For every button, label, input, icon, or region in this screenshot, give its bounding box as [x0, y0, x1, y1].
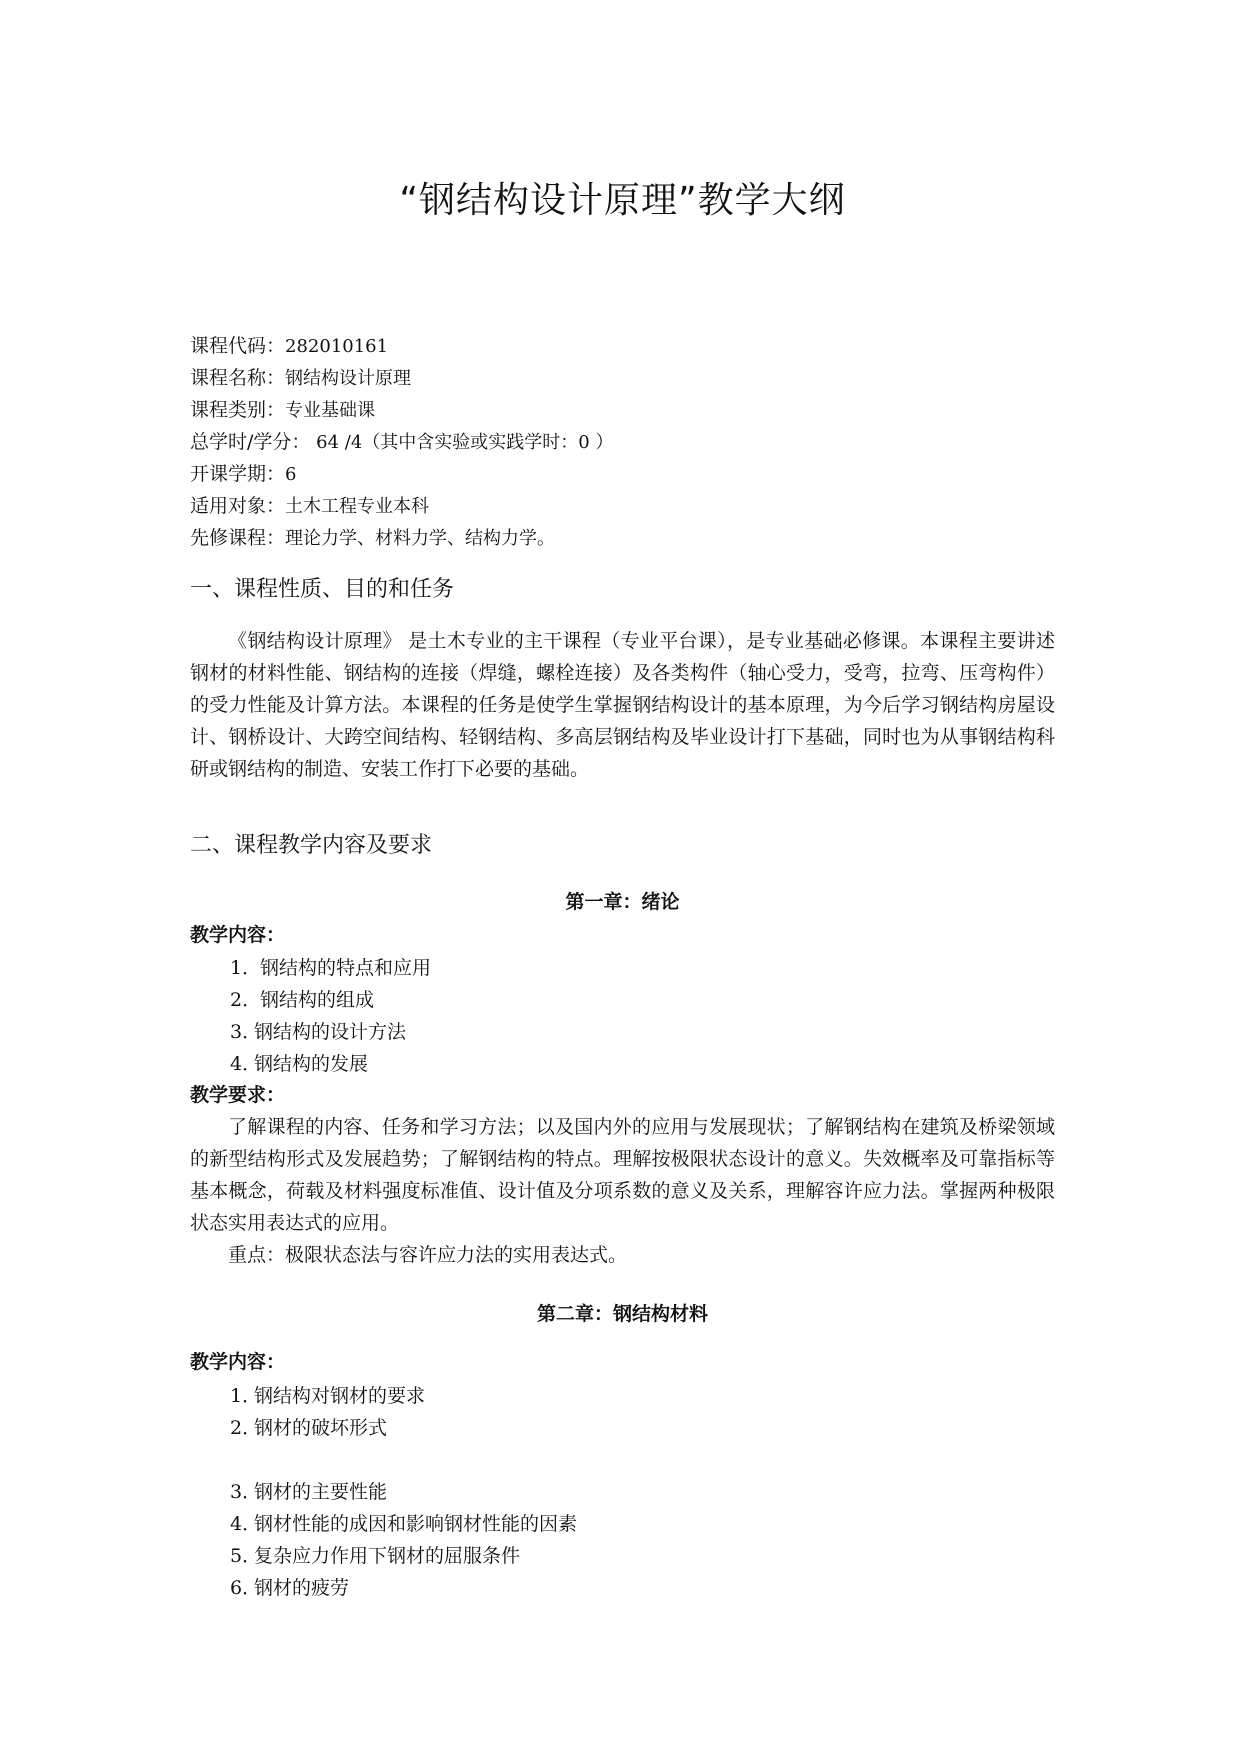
list-item — [230, 1048, 1050, 1080]
target-audience-label: 适用对象： — [190, 495, 286, 517]
total-hours-label: 总学时/学分： — [190, 431, 311, 453]
list-item — [230, 1540, 1050, 1572]
chapter-1-content-list — [230, 952, 1050, 1080]
course-name-label: 课程名称： — [190, 367, 286, 389]
chapter-1-title: 第一章：绪论 — [565, 891, 680, 913]
list-item — [230, 1016, 1050, 1048]
list-item-text: 钢材的破坏形式 — [254, 1417, 388, 1439]
course-name-row — [190, 362, 1055, 394]
list-item-number: 2． — [230, 989, 262, 1011]
semester-value: 6 — [285, 464, 297, 485]
list-item-text: 钢结构对钢材的要求 — [254, 1385, 426, 1407]
course-category-row — [190, 394, 1055, 426]
chapter-1-requirement-label: 教学要求： — [190, 1084, 286, 1106]
list-item-text: 钢结构的组成 — [254, 989, 375, 1011]
list-item-text: 钢结构的发展 — [254, 1053, 369, 1075]
chapter-2-title: 第二章：钢结构材料 — [536, 1303, 708, 1325]
list-item-number: 1． — [230, 1385, 262, 1407]
list-item — [230, 1572, 1050, 1604]
course-code-label: 课程代码： — [190, 335, 286, 357]
chapter-1-key-point: 重点：极限状态法与容许应力法的实用表达式。 — [228, 1244, 628, 1266]
list-item-text: 钢结构的设计方法 — [254, 1021, 407, 1043]
section-1-heading: 一、课程性质、目的和任务 — [190, 577, 455, 602]
semester-label: 开课学期： — [190, 463, 286, 485]
list-item-number: 3． — [230, 1481, 262, 1503]
list-item-text: 复杂应力作用下钢材的屈服条件 — [254, 1545, 521, 1567]
list-item-number: 5． — [230, 1545, 262, 1567]
section-2-heading: 二、课程教学内容及要求 — [190, 833, 433, 858]
chapter-2-content-label: 教学内容： — [190, 1351, 286, 1373]
prerequisites-label: 先修课程： — [190, 527, 286, 549]
chapter-2-content-list — [230, 1380, 1050, 1604]
document-page — [190, 0, 1055, 1754]
course-info-block — [190, 330, 1055, 554]
semester-row — [190, 458, 1055, 490]
list-item — [230, 1508, 1050, 1540]
list-spacer — [230, 1444, 1050, 1476]
list-item-number: 6． — [230, 1577, 262, 1599]
list-item — [230, 1412, 1050, 1444]
list-item-text: 钢材的主要性能 — [254, 1481, 388, 1503]
course-code-row — [190, 330, 1055, 362]
list-item-number: 1． — [230, 957, 262, 979]
chapter-1-content-label: 教学内容： — [190, 924, 286, 946]
list-item-number: 2． — [230, 1417, 262, 1439]
list-item-text: 钢材的疲劳 — [254, 1577, 350, 1599]
course-category-label: 课程类别： — [190, 399, 286, 421]
section-1-paragraph: 《钢结构设计原理》 是土木专业的主干课程（专业平台课），是专业基础必修课。本课程主要讲述钢材的材料性能、钢结构的连接（焊缝，螺栓连接）及各类构件（轴心受力，受弯，拉弯、压弯构件）的受力性能及计算方法。本课程的任务是使学生掌握钢结构设计的基本原理，为今后学习钢结构房屋设计、钢桥设计、大跨空间结构、轻钢结构、多高层钢结构及毕业设计打下基础，同时也为从事钢结构科研或钢结构的制造、安装工作打下必要的基础。 — [190, 630, 1055, 780]
target-audience-row — [190, 490, 1055, 522]
prerequisites-value: 理论力学、材料力学、结构力学。 — [285, 528, 556, 549]
prerequisites-row — [190, 522, 1055, 554]
chapter-1-requirement-paragraph: 了解课程的内容、任务和学习方法；以及国内外的应用与发展现状；了解钢结构在建筑及桥梁领域的新型结构形式及发展趋势；了解钢结构的特点。理解按极限状态设计的意义。失效概率及可靠指标等基本概念，荷载及材料强度标准值、设计值及分项系数的意义及关系，理解容许应力法。掌握两种极限状态实用表达式的应用。 — [190, 1116, 1055, 1234]
total-hours-value: 64 /4（其中含实验或实践学时：0 ） — [310, 432, 614, 453]
list-item-text: 钢结构的特点和应用 — [254, 957, 432, 979]
list-item — [230, 952, 1050, 984]
course-name-value: 钢结构设计原理 — [285, 368, 412, 389]
target-audience-value: 土木工程专业本科 — [285, 496, 430, 517]
list-item-number: 4． — [230, 1053, 262, 1075]
list-item-number: 3． — [230, 1021, 262, 1043]
course-code-value: 282010161 — [285, 336, 389, 357]
list-item — [230, 1380, 1050, 1412]
list-item-number: 4． — [230, 1513, 262, 1535]
total-hours-row — [190, 426, 1055, 458]
course-category-value: 专业基础课 — [285, 400, 376, 421]
list-item-text: 钢材性能的成因和影响钢材性能的因素 — [254, 1513, 578, 1535]
list-item — [230, 984, 1050, 1016]
document-title: “钢结构设计原理”教学大纲 — [399, 180, 846, 221]
list-item — [230, 1476, 1050, 1508]
